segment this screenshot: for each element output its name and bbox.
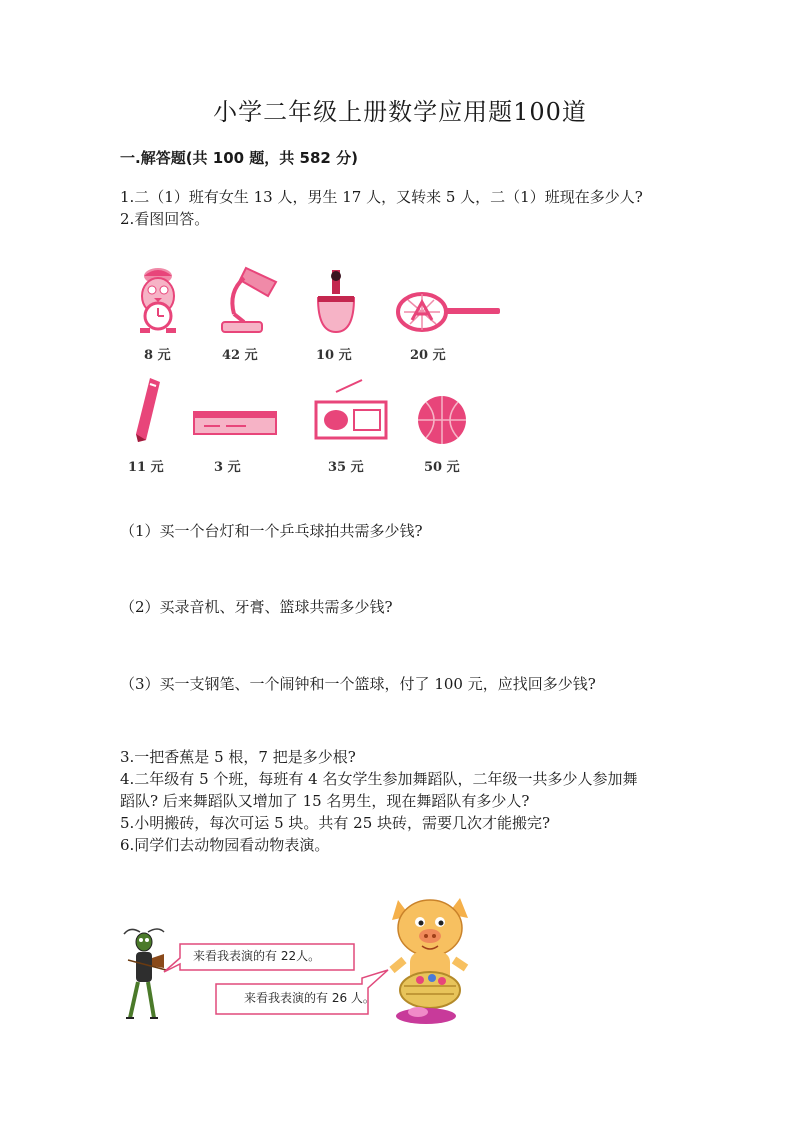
speech-bubble-1-text: 来看我表演的有 22人。 [193, 949, 321, 963]
radio-recorder-icon [310, 374, 390, 449]
item-price: 20 元 [410, 348, 446, 363]
section-heading: 一.解答题(共 100 题，共 582 分) [120, 149, 358, 167]
basketball-icon [414, 374, 474, 449]
question-3: 3.一把香蕉是 5 根，7 把是多少根? [120, 748, 356, 766]
item-price: 50 元 [424, 460, 460, 475]
item-price: 8 元 [144, 348, 171, 363]
item-price: 42 元 [222, 348, 258, 363]
question-5: 5.小明搬砖，每次可运 5 块。共有 25 块砖，需要几次才能搬完? [120, 814, 551, 832]
question-2: 2.看图回答。 [120, 210, 210, 228]
item-ping-pong-paddle [312, 262, 402, 362]
item-badminton-racket [396, 262, 486, 362]
item-price: 10 元 [316, 348, 352, 363]
item-price: 35 元 [328, 460, 364, 475]
alarm-clock-icon [128, 262, 188, 337]
toothpaste-icon [190, 374, 280, 449]
question-2-part-3: （3）买一支钢笔、一个闹钟和一个篮球，付了 100 元，应找回多少钱? [120, 675, 596, 693]
item-toothpaste [190, 374, 280, 474]
item-radio-recorder [310, 374, 400, 474]
page-title: 小学二年级上册数学应用题100道 [213, 98, 587, 126]
question-2-part-2: （2）买录音机、牙膏、篮球共需多少钱? [120, 598, 393, 616]
question-4-line-1: 4.二年级有 5 个班，每班有 4 名女学生参加舞蹈队，二年级一共多少人参加舞 [120, 770, 638, 788]
item-price: 3 元 [214, 460, 241, 475]
question-4-line-2: 蹈队? 后来舞蹈队又增加了 15 名男生，现在舞蹈队有多少人? [120, 792, 530, 810]
pig-character-icon [384, 890, 474, 1026]
question-2-part-1: （1）买一个台灯和一个乒乓球拍共需多少钱? [120, 522, 423, 540]
question-6: 6.同学们去动物园看动物表演。 [120, 836, 330, 854]
question-1: 1.二（1）班有女生 13 人，男生 17 人，又转来 5 人，二（1）班现在多少人? [120, 188, 643, 206]
item-desk-lamp [218, 262, 308, 362]
pen-icon [128, 374, 168, 449]
item-basketball [414, 374, 504, 474]
speech-bubble-2-text: 来看我表演的有 26 人。 [244, 991, 375, 1005]
item-price: 11 元 [128, 460, 164, 475]
desk-lamp-icon [218, 262, 288, 337]
item-alarm-clock [128, 262, 218, 362]
ping-pong-paddle-icon [312, 262, 362, 337]
badminton-racket-icon [396, 262, 506, 337]
